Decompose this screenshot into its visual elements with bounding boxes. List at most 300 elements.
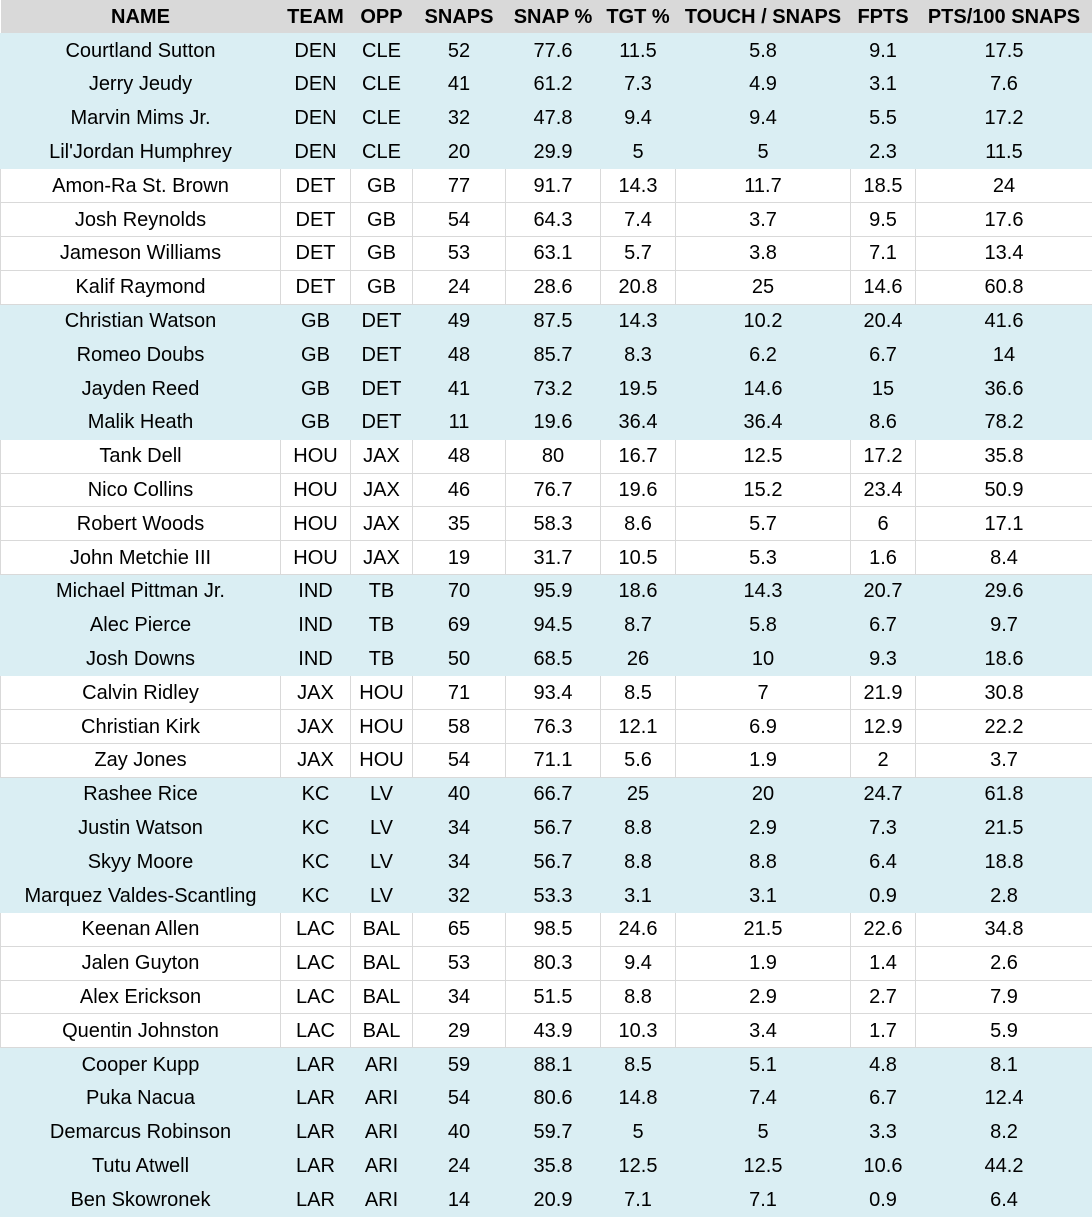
- cell-touch_per_snaps[interactable]: 1.9: [676, 946, 851, 980]
- cell-touch_per_snaps[interactable]: 5.8: [676, 34, 851, 68]
- cell-snap_pct[interactable]: 20.9: [506, 1183, 601, 1217]
- cell-snap_pct[interactable]: 88.1: [506, 1048, 601, 1082]
- cell-fpts[interactable]: 9.5: [851, 203, 916, 237]
- cell-name[interactable]: Alex Erickson: [1, 980, 281, 1014]
- cell-opp[interactable]: ARI: [351, 1048, 413, 1082]
- cell-pts_per_100_snaps[interactable]: 2.6: [916, 946, 1092, 980]
- cell-team[interactable]: JAX: [281, 744, 351, 778]
- cell-tgt_pct[interactable]: 5: [601, 1115, 676, 1149]
- cell-fpts[interactable]: 6.7: [851, 338, 916, 372]
- cell-snaps[interactable]: 46: [413, 473, 506, 507]
- cell-opp[interactable]: CLE: [351, 68, 413, 102]
- cell-tgt_pct[interactable]: 25: [601, 777, 676, 811]
- cell-team[interactable]: IND: [281, 642, 351, 676]
- cell-opp[interactable]: GB: [351, 169, 413, 203]
- cell-tgt_pct[interactable]: 8.6: [601, 507, 676, 541]
- cell-snaps[interactable]: 41: [413, 68, 506, 102]
- cell-fpts[interactable]: 21.9: [851, 676, 916, 710]
- cell-snap_pct[interactable]: 31.7: [506, 541, 601, 575]
- cell-touch_per_snaps[interactable]: 12.5: [676, 439, 851, 473]
- cell-snap_pct[interactable]: 43.9: [506, 1014, 601, 1048]
- cell-fpts[interactable]: 6.7: [851, 608, 916, 642]
- cell-snap_pct[interactable]: 76.3: [506, 710, 601, 744]
- cell-tgt_pct[interactable]: 8.5: [601, 1048, 676, 1082]
- cell-pts_per_100_snaps[interactable]: 24: [916, 169, 1092, 203]
- cell-name[interactable]: Jalen Guyton: [1, 946, 281, 980]
- cell-snaps[interactable]: 49: [413, 304, 506, 338]
- cell-name[interactable]: Jerry Jeudy: [1, 68, 281, 102]
- cell-opp[interactable]: BAL: [351, 946, 413, 980]
- cell-opp[interactable]: TB: [351, 608, 413, 642]
- cell-fpts[interactable]: 17.2: [851, 439, 916, 473]
- cell-opp[interactable]: ARI: [351, 1149, 413, 1183]
- cell-snaps[interactable]: 24: [413, 1149, 506, 1183]
- cell-opp[interactable]: BAL: [351, 913, 413, 947]
- cell-fpts[interactable]: 7.3: [851, 811, 916, 845]
- cell-snap_pct[interactable]: 93.4: [506, 676, 601, 710]
- cell-snap_pct[interactable]: 80.3: [506, 946, 601, 980]
- cell-snap_pct[interactable]: 58.3: [506, 507, 601, 541]
- cell-team[interactable]: LAC: [281, 980, 351, 1014]
- cell-snaps[interactable]: 14: [413, 1183, 506, 1217]
- cell-opp[interactable]: LV: [351, 879, 413, 913]
- cell-snaps[interactable]: 58: [413, 710, 506, 744]
- cell-team[interactable]: KC: [281, 879, 351, 913]
- cell-tgt_pct[interactable]: 7.1: [601, 1183, 676, 1217]
- cell-pts_per_100_snaps[interactable]: 7.6: [916, 68, 1092, 102]
- cell-snap_pct[interactable]: 19.6: [506, 406, 601, 440]
- cell-fpts[interactable]: 8.6: [851, 406, 916, 440]
- cell-team[interactable]: LAR: [281, 1115, 351, 1149]
- cell-team[interactable]: HOU: [281, 507, 351, 541]
- cell-team[interactable]: LAC: [281, 1014, 351, 1048]
- cell-snap_pct[interactable]: 59.7: [506, 1115, 601, 1149]
- cell-fpts[interactable]: 18.5: [851, 169, 916, 203]
- cell-name[interactable]: Jameson Williams: [1, 237, 281, 271]
- cell-fpts[interactable]: 2.3: [851, 135, 916, 169]
- cell-name[interactable]: Keenan Allen: [1, 913, 281, 947]
- cell-team[interactable]: LAR: [281, 1183, 351, 1217]
- cell-name[interactable]: Marvin Mims Jr.: [1, 101, 281, 135]
- cell-touch_per_snaps[interactable]: 3.7: [676, 203, 851, 237]
- cell-touch_per_snaps[interactable]: 25: [676, 270, 851, 304]
- cell-pts_per_100_snaps[interactable]: 2.8: [916, 879, 1092, 913]
- cell-pts_per_100_snaps[interactable]: 11.5: [916, 135, 1092, 169]
- cell-pts_per_100_snaps[interactable]: 44.2: [916, 1149, 1092, 1183]
- cell-opp[interactable]: CLE: [351, 34, 413, 68]
- cell-snap_pct[interactable]: 71.1: [506, 744, 601, 778]
- cell-tgt_pct[interactable]: 14.3: [601, 304, 676, 338]
- cell-opp[interactable]: LV: [351, 811, 413, 845]
- cell-snaps[interactable]: 71: [413, 676, 506, 710]
- cell-pts_per_100_snaps[interactable]: 17.5: [916, 34, 1092, 68]
- cell-touch_per_snaps[interactable]: 5.8: [676, 608, 851, 642]
- cell-snap_pct[interactable]: 77.6: [506, 34, 601, 68]
- cell-team[interactable]: IND: [281, 608, 351, 642]
- cell-snaps[interactable]: 40: [413, 777, 506, 811]
- cell-touch_per_snaps[interactable]: 36.4: [676, 406, 851, 440]
- cell-snaps[interactable]: 41: [413, 372, 506, 406]
- cell-team[interactable]: DEN: [281, 101, 351, 135]
- cell-touch_per_snaps[interactable]: 4.9: [676, 68, 851, 102]
- cell-snaps[interactable]: 34: [413, 811, 506, 845]
- cell-name[interactable]: Calvin Ridley: [1, 676, 281, 710]
- cell-touch_per_snaps[interactable]: 7: [676, 676, 851, 710]
- cell-snaps[interactable]: 11: [413, 406, 506, 440]
- cell-fpts[interactable]: 3.1: [851, 68, 916, 102]
- cell-opp[interactable]: LV: [351, 777, 413, 811]
- cell-pts_per_100_snaps[interactable]: 12.4: [916, 1082, 1092, 1116]
- cell-name[interactable]: Courtland Sutton: [1, 34, 281, 68]
- cell-team[interactable]: DET: [281, 169, 351, 203]
- cell-touch_per_snaps[interactable]: 6.9: [676, 710, 851, 744]
- cell-name[interactable]: Zay Jones: [1, 744, 281, 778]
- cell-tgt_pct[interactable]: 14.8: [601, 1082, 676, 1116]
- cell-opp[interactable]: JAX: [351, 439, 413, 473]
- cell-snaps[interactable]: 77: [413, 169, 506, 203]
- cell-snaps[interactable]: 53: [413, 946, 506, 980]
- cell-snaps[interactable]: 19: [413, 541, 506, 575]
- cell-opp[interactable]: HOU: [351, 710, 413, 744]
- cell-pts_per_100_snaps[interactable]: 61.8: [916, 777, 1092, 811]
- cell-touch_per_snaps[interactable]: 7.4: [676, 1082, 851, 1116]
- cell-snap_pct[interactable]: 80: [506, 439, 601, 473]
- cell-opp[interactable]: CLE: [351, 135, 413, 169]
- cell-snap_pct[interactable]: 91.7: [506, 169, 601, 203]
- cell-name[interactable]: Amon-Ra St. Brown: [1, 169, 281, 203]
- cell-touch_per_snaps[interactable]: 14.6: [676, 372, 851, 406]
- cell-pts_per_100_snaps[interactable]: 13.4: [916, 237, 1092, 271]
- cell-pts_per_100_snaps[interactable]: 35.8: [916, 439, 1092, 473]
- cell-tgt_pct[interactable]: 8.5: [601, 676, 676, 710]
- cell-pts_per_100_snaps[interactable]: 5.9: [916, 1014, 1092, 1048]
- cell-fpts[interactable]: 6: [851, 507, 916, 541]
- cell-pts_per_100_snaps[interactable]: 50.9: [916, 473, 1092, 507]
- cell-fpts[interactable]: 10.6: [851, 1149, 916, 1183]
- cell-opp[interactable]: LV: [351, 845, 413, 879]
- cell-fpts[interactable]: 20.7: [851, 575, 916, 609]
- cell-tgt_pct[interactable]: 26: [601, 642, 676, 676]
- cell-tgt_pct[interactable]: 11.5: [601, 34, 676, 68]
- cell-touch_per_snaps[interactable]: 3.4: [676, 1014, 851, 1048]
- cell-touch_per_snaps[interactable]: 10: [676, 642, 851, 676]
- cell-tgt_pct[interactable]: 8.3: [601, 338, 676, 372]
- cell-touch_per_snaps[interactable]: 8.8: [676, 845, 851, 879]
- cell-team[interactable]: DEN: [281, 135, 351, 169]
- cell-tgt_pct[interactable]: 12.5: [601, 1149, 676, 1183]
- cell-fpts[interactable]: 24.7: [851, 777, 916, 811]
- cell-snap_pct[interactable]: 76.7: [506, 473, 601, 507]
- cell-pts_per_100_snaps[interactable]: 8.1: [916, 1048, 1092, 1082]
- cell-snap_pct[interactable]: 47.8: [506, 101, 601, 135]
- cell-snap_pct[interactable]: 94.5: [506, 608, 601, 642]
- cell-snaps[interactable]: 34: [413, 980, 506, 1014]
- cell-snap_pct[interactable]: 63.1: [506, 237, 601, 271]
- cell-team[interactable]: KC: [281, 777, 351, 811]
- cell-name[interactable]: Michael Pittman Jr.: [1, 575, 281, 609]
- cell-pts_per_100_snaps[interactable]: 18.6: [916, 642, 1092, 676]
- cell-touch_per_snaps[interactable]: 7.1: [676, 1183, 851, 1217]
- cell-snaps[interactable]: 70: [413, 575, 506, 609]
- cell-team[interactable]: DET: [281, 237, 351, 271]
- cell-touch_per_snaps[interactable]: 15.2: [676, 473, 851, 507]
- cell-tgt_pct[interactable]: 8.8: [601, 845, 676, 879]
- column-header-snaps[interactable]: SNAPS: [413, 0, 506, 34]
- cell-name[interactable]: Jayden Reed: [1, 372, 281, 406]
- cell-team[interactable]: LAR: [281, 1048, 351, 1082]
- cell-tgt_pct[interactable]: 16.7: [601, 439, 676, 473]
- cell-touch_per_snaps[interactable]: 10.2: [676, 304, 851, 338]
- cell-touch_per_snaps[interactable]: 6.2: [676, 338, 851, 372]
- cell-tgt_pct[interactable]: 14.3: [601, 169, 676, 203]
- cell-snaps[interactable]: 50: [413, 642, 506, 676]
- cell-touch_per_snaps[interactable]: 12.5: [676, 1149, 851, 1183]
- cell-fpts[interactable]: 0.9: [851, 879, 916, 913]
- cell-tgt_pct[interactable]: 36.4: [601, 406, 676, 440]
- cell-pts_per_100_snaps[interactable]: 22.2: [916, 710, 1092, 744]
- cell-snaps[interactable]: 32: [413, 101, 506, 135]
- cell-name[interactable]: Justin Watson: [1, 811, 281, 845]
- cell-fpts[interactable]: 4.8: [851, 1048, 916, 1082]
- cell-opp[interactable]: ARI: [351, 1082, 413, 1116]
- cell-team[interactable]: KC: [281, 811, 351, 845]
- cell-snap_pct[interactable]: 56.7: [506, 845, 601, 879]
- cell-touch_per_snaps[interactable]: 5: [676, 1115, 851, 1149]
- cell-fpts[interactable]: 15: [851, 372, 916, 406]
- cell-team[interactable]: GB: [281, 338, 351, 372]
- cell-fpts[interactable]: 2: [851, 744, 916, 778]
- cell-pts_per_100_snaps[interactable]: 17.2: [916, 101, 1092, 135]
- cell-team[interactable]: HOU: [281, 439, 351, 473]
- cell-snap_pct[interactable]: 53.3: [506, 879, 601, 913]
- cell-snaps[interactable]: 65: [413, 913, 506, 947]
- cell-snap_pct[interactable]: 80.6: [506, 1082, 601, 1116]
- cell-name[interactable]: Skyy Moore: [1, 845, 281, 879]
- cell-fpts[interactable]: 20.4: [851, 304, 916, 338]
- cell-fpts[interactable]: 1.7: [851, 1014, 916, 1048]
- cell-team[interactable]: IND: [281, 575, 351, 609]
- cell-snaps[interactable]: 24: [413, 270, 506, 304]
- cell-tgt_pct[interactable]: 8.7: [601, 608, 676, 642]
- cell-snaps[interactable]: 40: [413, 1115, 506, 1149]
- cell-tgt_pct[interactable]: 19.5: [601, 372, 676, 406]
- cell-fpts[interactable]: 12.9: [851, 710, 916, 744]
- cell-fpts[interactable]: 6.4: [851, 845, 916, 879]
- cell-tgt_pct[interactable]: 8.8: [601, 980, 676, 1014]
- cell-snap_pct[interactable]: 35.8: [506, 1149, 601, 1183]
- cell-opp[interactable]: JAX: [351, 507, 413, 541]
- column-header-snap_pct[interactable]: SNAP %: [506, 0, 601, 34]
- cell-tgt_pct[interactable]: 20.8: [601, 270, 676, 304]
- cell-touch_per_snaps[interactable]: 20: [676, 777, 851, 811]
- cell-fpts[interactable]: 5.5: [851, 101, 916, 135]
- cell-team[interactable]: DEN: [281, 68, 351, 102]
- cell-opp[interactable]: HOU: [351, 744, 413, 778]
- cell-pts_per_100_snaps[interactable]: 36.6: [916, 372, 1092, 406]
- cell-touch_per_snaps[interactable]: 5.3: [676, 541, 851, 575]
- cell-snaps[interactable]: 32: [413, 879, 506, 913]
- cell-fpts[interactable]: 14.6: [851, 270, 916, 304]
- cell-name[interactable]: Puka Nacua: [1, 1082, 281, 1116]
- cell-fpts[interactable]: 7.1: [851, 237, 916, 271]
- cell-tgt_pct[interactable]: 18.6: [601, 575, 676, 609]
- cell-snap_pct[interactable]: 95.9: [506, 575, 601, 609]
- cell-pts_per_100_snaps[interactable]: 14: [916, 338, 1092, 372]
- cell-name[interactable]: Christian Watson: [1, 304, 281, 338]
- cell-team[interactable]: GB: [281, 372, 351, 406]
- cell-fpts[interactable]: 22.6: [851, 913, 916, 947]
- cell-name[interactable]: Lil'Jordan Humphrey: [1, 135, 281, 169]
- cell-opp[interactable]: GB: [351, 203, 413, 237]
- cell-fpts[interactable]: 2.7: [851, 980, 916, 1014]
- cell-touch_per_snaps[interactable]: 5: [676, 135, 851, 169]
- cell-snap_pct[interactable]: 51.5: [506, 980, 601, 1014]
- cell-tgt_pct[interactable]: 7.3: [601, 68, 676, 102]
- cell-fpts[interactable]: 9.3: [851, 642, 916, 676]
- cell-snap_pct[interactable]: 68.5: [506, 642, 601, 676]
- cell-team[interactable]: DET: [281, 203, 351, 237]
- cell-opp[interactable]: BAL: [351, 1014, 413, 1048]
- column-header-touch_per_snaps[interactable]: TOUCH / SNAPS: [676, 0, 851, 34]
- cell-pts_per_100_snaps[interactable]: 17.6: [916, 203, 1092, 237]
- cell-snap_pct[interactable]: 29.9: [506, 135, 601, 169]
- cell-touch_per_snaps[interactable]: 2.9: [676, 980, 851, 1014]
- cell-pts_per_100_snaps[interactable]: 34.8: [916, 913, 1092, 947]
- cell-name[interactable]: Marquez Valdes-Scantling: [1, 879, 281, 913]
- cell-opp[interactable]: ARI: [351, 1183, 413, 1217]
- cell-team[interactable]: HOU: [281, 541, 351, 575]
- cell-pts_per_100_snaps[interactable]: 6.4: [916, 1183, 1092, 1217]
- cell-team[interactable]: JAX: [281, 710, 351, 744]
- cell-touch_per_snaps[interactable]: 1.9: [676, 744, 851, 778]
- cell-snap_pct[interactable]: 56.7: [506, 811, 601, 845]
- cell-touch_per_snaps[interactable]: 14.3: [676, 575, 851, 609]
- cell-pts_per_100_snaps[interactable]: 41.6: [916, 304, 1092, 338]
- column-header-opp[interactable]: OPP: [351, 0, 413, 34]
- cell-name[interactable]: Josh Reynolds: [1, 203, 281, 237]
- cell-touch_per_snaps[interactable]: 5.1: [676, 1048, 851, 1082]
- cell-touch_per_snaps[interactable]: 11.7: [676, 169, 851, 203]
- cell-opp[interactable]: GB: [351, 270, 413, 304]
- cell-touch_per_snaps[interactable]: 9.4: [676, 101, 851, 135]
- cell-tgt_pct[interactable]: 10.3: [601, 1014, 676, 1048]
- cell-tgt_pct[interactable]: 7.4: [601, 203, 676, 237]
- cell-snap_pct[interactable]: 66.7: [506, 777, 601, 811]
- cell-tgt_pct[interactable]: 5.6: [601, 744, 676, 778]
- cell-tgt_pct[interactable]: 3.1: [601, 879, 676, 913]
- cell-snaps[interactable]: 69: [413, 608, 506, 642]
- cell-team[interactable]: LAR: [281, 1082, 351, 1116]
- cell-fpts[interactable]: 23.4: [851, 473, 916, 507]
- cell-opp[interactable]: TB: [351, 575, 413, 609]
- cell-pts_per_100_snaps[interactable]: 3.7: [916, 744, 1092, 778]
- cell-team[interactable]: GB: [281, 406, 351, 440]
- cell-name[interactable]: Josh Downs: [1, 642, 281, 676]
- column-header-team[interactable]: TEAM: [281, 0, 351, 34]
- cell-opp[interactable]: GB: [351, 237, 413, 271]
- cell-snap_pct[interactable]: 87.5: [506, 304, 601, 338]
- cell-name[interactable]: Cooper Kupp: [1, 1048, 281, 1082]
- cell-team[interactable]: HOU: [281, 473, 351, 507]
- cell-fpts[interactable]: 1.6: [851, 541, 916, 575]
- cell-snaps[interactable]: 53: [413, 237, 506, 271]
- cell-name[interactable]: Christian Kirk: [1, 710, 281, 744]
- cell-name[interactable]: Tutu Atwell: [1, 1149, 281, 1183]
- column-header-tgt_pct[interactable]: TGT %: [601, 0, 676, 34]
- cell-snaps[interactable]: 34: [413, 845, 506, 879]
- cell-opp[interactable]: DET: [351, 406, 413, 440]
- cell-snap_pct[interactable]: 28.6: [506, 270, 601, 304]
- cell-team[interactable]: DEN: [281, 34, 351, 68]
- cell-team[interactable]: GB: [281, 304, 351, 338]
- cell-pts_per_100_snaps[interactable]: 8.4: [916, 541, 1092, 575]
- cell-snap_pct[interactable]: 85.7: [506, 338, 601, 372]
- column-header-fpts[interactable]: FPTS: [851, 0, 916, 34]
- cell-team[interactable]: LAC: [281, 946, 351, 980]
- cell-name[interactable]: Alec Pierce: [1, 608, 281, 642]
- cell-snaps[interactable]: 48: [413, 439, 506, 473]
- cell-tgt_pct[interactable]: 8.8: [601, 811, 676, 845]
- cell-tgt_pct[interactable]: 5.7: [601, 237, 676, 271]
- cell-snap_pct[interactable]: 61.2: [506, 68, 601, 102]
- cell-pts_per_100_snaps[interactable]: 8.2: [916, 1115, 1092, 1149]
- column-header-name[interactable]: NAME: [1, 0, 281, 34]
- cell-pts_per_100_snaps[interactable]: 7.9: [916, 980, 1092, 1014]
- cell-snap_pct[interactable]: 98.5: [506, 913, 601, 947]
- cell-team[interactable]: DET: [281, 270, 351, 304]
- cell-opp[interactable]: CLE: [351, 101, 413, 135]
- cell-name[interactable]: Robert Woods: [1, 507, 281, 541]
- cell-snaps[interactable]: 48: [413, 338, 506, 372]
- cell-snap_pct[interactable]: 73.2: [506, 372, 601, 406]
- cell-name[interactable]: Nico Collins: [1, 473, 281, 507]
- cell-opp[interactable]: BAL: [351, 980, 413, 1014]
- cell-fpts[interactable]: 9.1: [851, 34, 916, 68]
- cell-opp[interactable]: TB: [351, 642, 413, 676]
- cell-opp[interactable]: DET: [351, 372, 413, 406]
- cell-pts_per_100_snaps[interactable]: 21.5: [916, 811, 1092, 845]
- cell-fpts[interactable]: 0.9: [851, 1183, 916, 1217]
- cell-fpts[interactable]: 3.3: [851, 1115, 916, 1149]
- cell-snaps[interactable]: 20: [413, 135, 506, 169]
- cell-pts_per_100_snaps[interactable]: 18.8: [916, 845, 1092, 879]
- cell-opp[interactable]: JAX: [351, 473, 413, 507]
- cell-opp[interactable]: HOU: [351, 676, 413, 710]
- cell-name[interactable]: Quentin Johnston: [1, 1014, 281, 1048]
- cell-name[interactable]: Demarcus Robinson: [1, 1115, 281, 1149]
- cell-snaps[interactable]: 29: [413, 1014, 506, 1048]
- cell-tgt_pct[interactable]: 5: [601, 135, 676, 169]
- cell-snap_pct[interactable]: 64.3: [506, 203, 601, 237]
- cell-touch_per_snaps[interactable]: 5.7: [676, 507, 851, 541]
- cell-touch_per_snaps[interactable]: 2.9: [676, 811, 851, 845]
- cell-snaps[interactable]: 54: [413, 1082, 506, 1116]
- cell-tgt_pct[interactable]: 12.1: [601, 710, 676, 744]
- cell-fpts[interactable]: 6.7: [851, 1082, 916, 1116]
- cell-name[interactable]: John Metchie III: [1, 541, 281, 575]
- cell-pts_per_100_snaps[interactable]: 29.6: [916, 575, 1092, 609]
- cell-touch_per_snaps[interactable]: 3.8: [676, 237, 851, 271]
- cell-fpts[interactable]: 1.4: [851, 946, 916, 980]
- cell-pts_per_100_snaps[interactable]: 60.8: [916, 270, 1092, 304]
- cell-opp[interactable]: JAX: [351, 541, 413, 575]
- cell-tgt_pct[interactable]: 19.6: [601, 473, 676, 507]
- cell-opp[interactable]: DET: [351, 338, 413, 372]
- cell-opp[interactable]: ARI: [351, 1115, 413, 1149]
- cell-team[interactable]: LAC: [281, 913, 351, 947]
- cell-tgt_pct[interactable]: 9.4: [601, 101, 676, 135]
- cell-tgt_pct[interactable]: 24.6: [601, 913, 676, 947]
